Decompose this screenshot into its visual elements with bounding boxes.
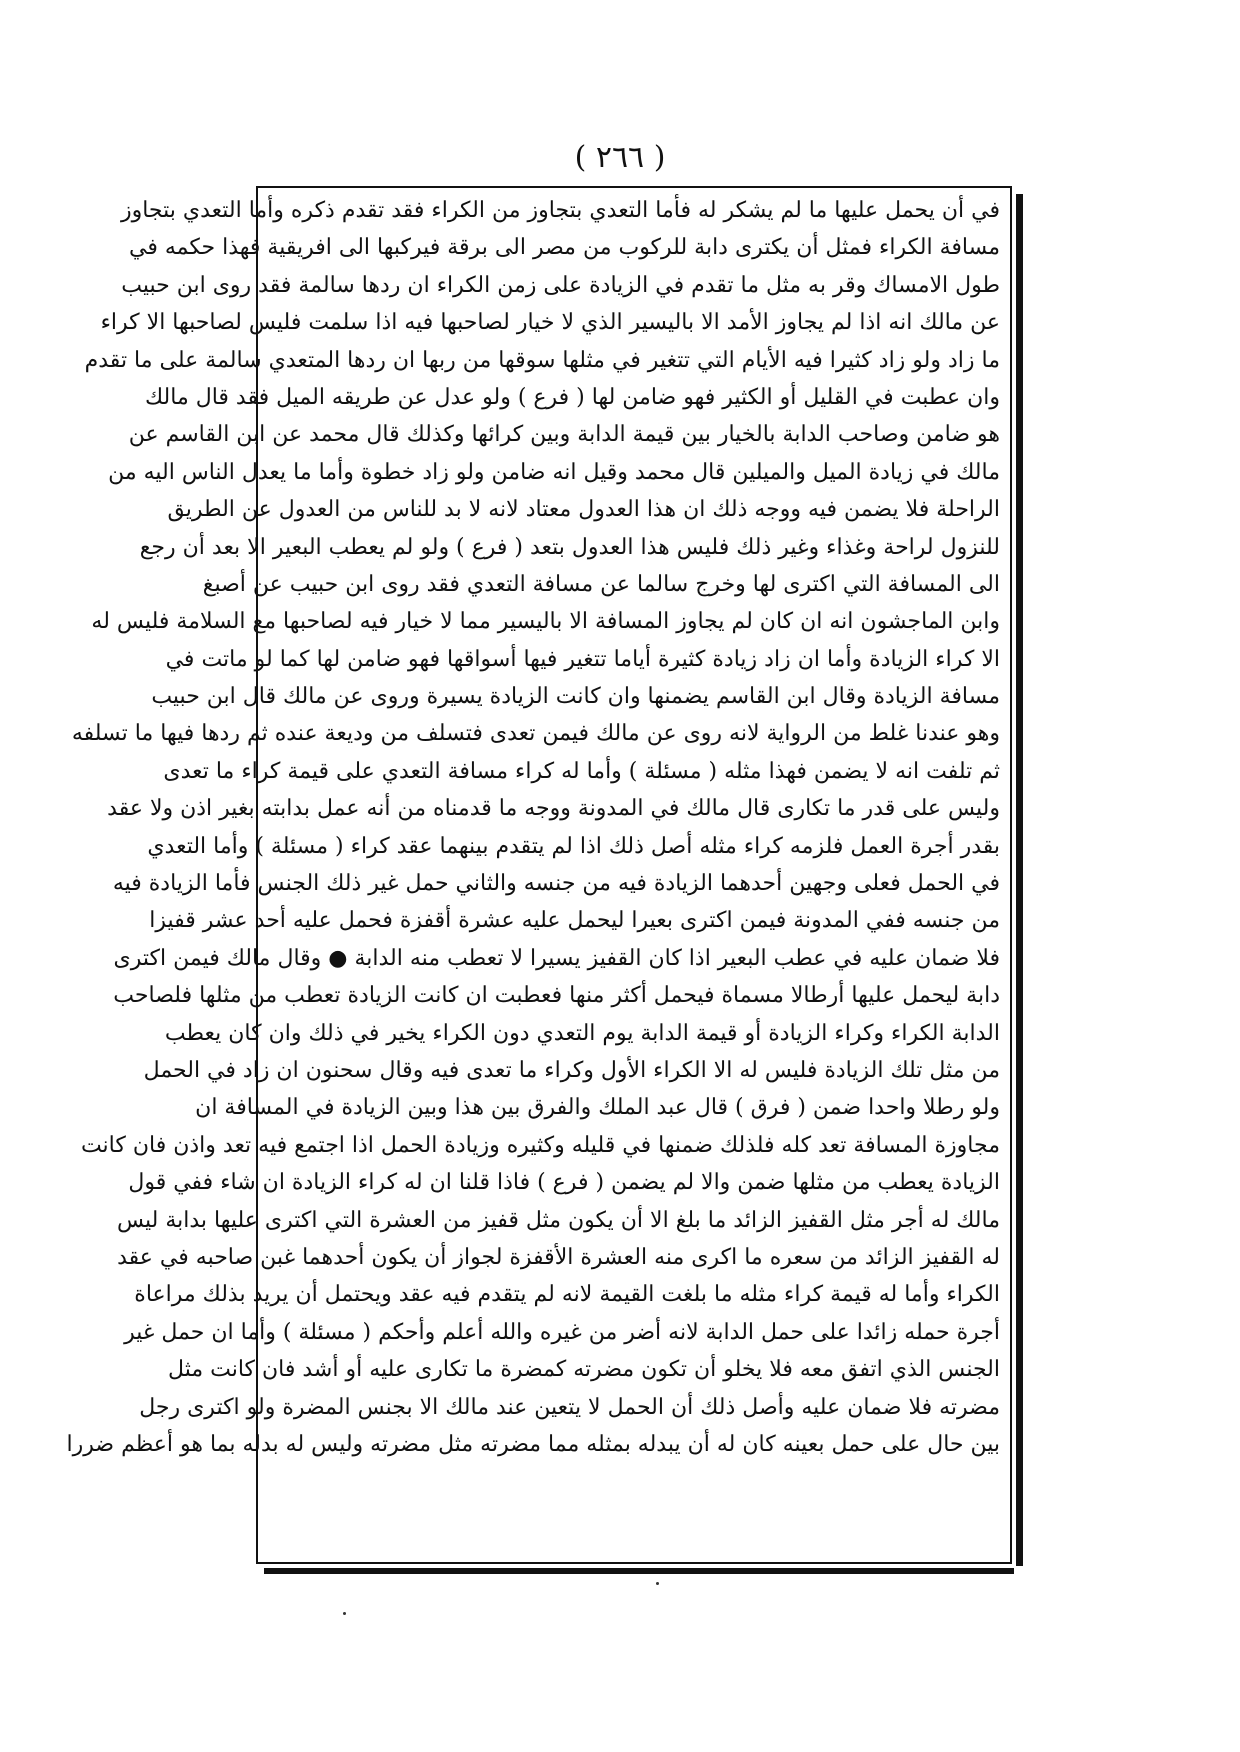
text-line: مسافة الكراء فمثل أن يكترى دابة للركوب من مصر الى برقة فيركبها الى افريقية فهذا حكمه في [129, 235, 1000, 261]
text-line: بقدر أجرة العمل فلزمه كراء مثله أصل ذلك اذا لم يتقدم بينهما عقد كراء ( مسئلة ) وأما التعدي [147, 833, 1000, 859]
text-line [268, 1501, 1000, 1538]
text-block [66, 192, 1000, 1538]
text-line: مسافة الزيادة وقال ابن القاسم يضمنها وان كانت الزيادة يسيرة وروى عن مالك قال ابن حبيب [151, 684, 1000, 710]
text-line: الى المسافة التي اكترى لها وخرج سالما عن مسافة التعدي فقد روى ابن حبيب عن أصبغ [202, 571, 1000, 597]
text-line [268, 1463, 1000, 1500]
text-line: وابن الماجشون انه ان كان لم يجاوز المسافة الا باليسير مما لا خيار فيه لصاحبها مع السلامة فليس له [91, 609, 1000, 635]
text-line: ثم تلفت انه لا يضمن فهذا مثله ( مسئلة ) وأما له كراء مسافة التعدي على قيمة كراء ما تعدى [163, 758, 1000, 784]
text-line: وهو عندنا غلط من الرواية لانه روى عن مالك فيمن تعدى فتسلف من وديعة عنده ثم ردها فيها ما تسلفه [71, 721, 1000, 747]
text-line: طول الامساك وقر به مثل ما تقدم في الزيادة على زمن الكراء ان ردها سالمة فقد روى ابن حبيب [121, 272, 1000, 298]
text-line: الجنس الذي اتفق معه فلا يخلو أن تكون مضرته كمضرة ما تكارى عليه أو أشد فان كانت مثل [168, 1357, 1000, 1383]
text-line: أجرة حمله زائدا على حمل الدابة لانه أضر من غيره والله أعلم وأحكم ( مسئلة ) وأما ان حمل غير [124, 1319, 1000, 1345]
text-line: من جنسه ففي المدونة فيمن اكترى بعيرا ليحمل عليه عشرة أقفزة فحمل عليه أحد عشر قفيزا [149, 908, 1000, 934]
text-line: مالك له أجر مثل القفيز الزائد ما بلغ الا أن يكون مثل قفيز من العشرة التي اكترى عليها بدابة ليس [116, 1207, 1000, 1233]
text-line: مضرته فلا ضمان عليه وأصل ذلك أن الحمل لا يتعين عند مالك الا بجنس المضرة ولو اكترى رجل [139, 1394, 1000, 1420]
text-line: بين حال على حمل بعينه كان له أن يبدله بمثله مما مضرته مثل مضرته وليس له بدله بما هو أعظم ضررا [66, 1431, 1000, 1457]
text-line: هو ضامن وصاحب الدابة بالخيار بين قيمة الدابة وبين كرائها وكذلك قال محمد عن ابن القاسم عن [128, 422, 1000, 448]
text-line: مالك في زيادة الميل والميلين قال محمد وقيل انه ضامن ولو زاد خطوة وأما ما يعدل الناس اليه من [108, 459, 1000, 485]
text-frame [66, 186, 1012, 1564]
text-line: في أن يحمل عليها ما لم يشكر له فأما التعدي بتجاوز من الكراء فقد تقدم ذكره وأما التعدي بتجاوز [120, 198, 1000, 223]
text-line: له القفيز الزائد من سعره ما اكرى منه العشرة الأقفزة لجواز أن يكون أحدهما غبن صاحبه في عقد [117, 1244, 1000, 1270]
text-line: ما زاد ولو زاد كثيرا فيه الأيام التي تتغير في مثلها سوقها من ربها ان ردها المتعدي سالمة على ما تقدم [84, 347, 1000, 373]
text-line: وليس على قدر ما تكارى قال مالك في المدونة ووجه ما قدمناه من أنه عمل بدابته بغير اذن ولا عقد [107, 796, 1000, 822]
text-line: في الحمل فعلى وجهين أحدهما الزيادة فيه من جنسه والثاني حمل غير ذلك الجنس فأما الزيادة فيه [112, 871, 1000, 897]
text-line: دابة ليحمل عليها أرطالا مسماة فيحمل أكثر منها فعطبت ان كانت الزيادة تعطب من مثلها فلصاحب [113, 983, 1000, 1009]
scan-speck [656, 1582, 659, 1585]
text-line: من مثل تلك الزيادة فليس له الا الكراء الأول وكراء ما تعدى فيه وقال سحنون ان زاد في الحمل [143, 1057, 1000, 1083]
text-line: للنزول لراحة وغذاء وغير ذلك فليس هذا العدول بتعد ( فرع ) ولو لم يعطب البعير الا بعد أن رجع [139, 534, 1000, 560]
text-line: الدابة الكراء وكراء الزيادة أو قيمة الدابة يوم التعدي دون الكراء يخير في ذلك وان كان يعطب [164, 1020, 1000, 1046]
text-line: الراحلة فلا يضمن فيه ووجه ذلك ان هذا العدول معتاد لانه لا بد للناس من العدول عن الطريق [167, 497, 1000, 523]
text-line: مجاوزة المسافة تعد كله فلذلك ضمنها في قليله وكثيره وزيادة الحمل اذا اجتمع فيه تعد واذن فان كانت [80, 1132, 1000, 1158]
text-line: فلا ضمان عليه في عطب البعير اذا كان القفيز يسيرا لا تعطب منه الدابة ● وقال مالك فيمن اكترى [113, 945, 1000, 971]
text-line: الكراء وأما له قيمة كراء مثله ما بلغت القيمة لانه لم يتقدم فيه عقد ويحتمل أن يريد بذلك مراعاة [134, 1282, 1000, 1308]
text-line: الزيادة يعطب من مثلها ضمن والا لم يضمن ( فرع ) فاذا قلنا ان له كراء الزيادة ان شاء ففي قول [128, 1170, 1000, 1196]
text-line: وان عطبت في القليل أو الكثير فهو ضامن لها ( فرع ) ولو عدل عن طريقه الميل فقد قال مالك [145, 384, 1000, 410]
text-line: ولو رطلا واحدا ضمن ( فرق ) قال عبد الملك والفرق بين هذا وبين الزيادة في المسافة ان [195, 1095, 1000, 1121]
scan-speck [343, 1612, 346, 1615]
text-line: عن مالك انه اذا لم يجاوز الأمد الا باليسير الذي لا خيار لصاحبها فيه اذا سلمت فليس لصاحبها الا كراء [100, 310, 1000, 336]
page-number: ( ٢٦٦ ) [574, 140, 666, 175]
text-line: الا كراء الزيادة وأما ان زاد زيادة كثيرة أياما تتغير فيها أسواقها فهو ضامن لها كما لو ماتت في [165, 646, 1000, 672]
